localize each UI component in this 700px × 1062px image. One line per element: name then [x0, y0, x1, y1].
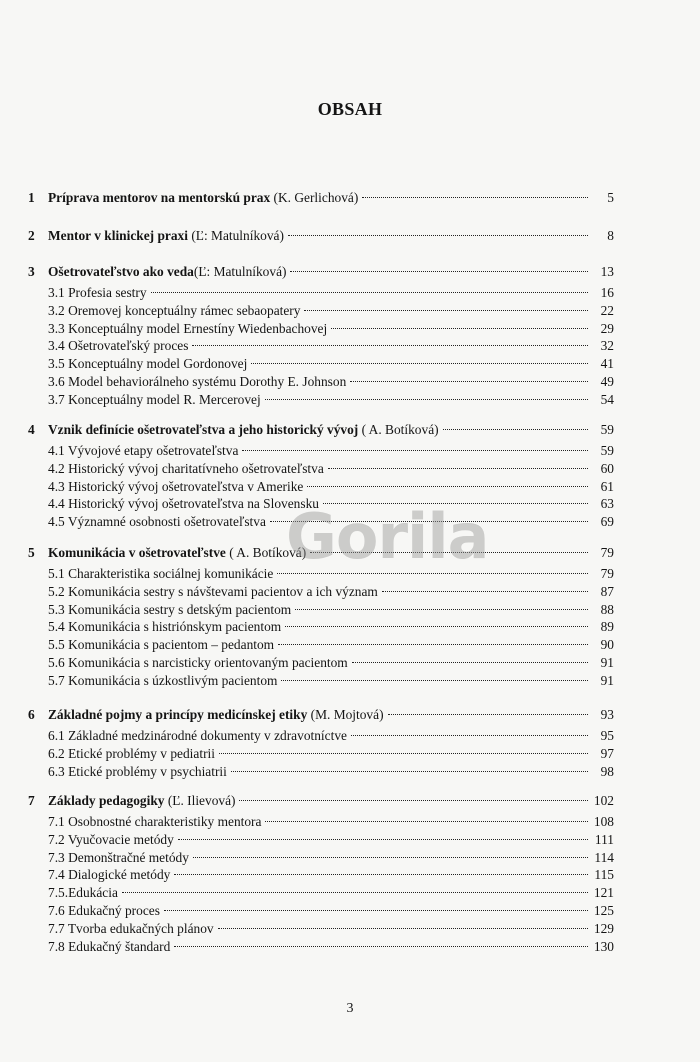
subsection-page: 115	[594, 867, 614, 883]
chapter-author: ( A. Botíková)	[225, 545, 307, 560]
subsection-page: 61	[600, 478, 614, 494]
toc-subsection	[48, 442, 614, 459]
subsection-title: 5.4 Komunikácia s histriónskym pacientom	[48, 619, 282, 635]
leader-dots	[178, 839, 588, 840]
chapter-number: 3	[28, 264, 35, 279]
chapter-page: 79	[600, 545, 614, 560]
toc-subsection	[48, 866, 614, 883]
leader-dots	[362, 197, 588, 198]
subsection-page: 22	[600, 302, 614, 318]
toc-subsection	[48, 636, 614, 653]
subsection-page: 108	[593, 814, 614, 829]
toc-subsection	[48, 373, 614, 390]
subsection-page: 79	[600, 566, 614, 581]
toc-subsection	[48, 478, 614, 495]
chapter-author: (Ľ: Matulníková)	[193, 264, 287, 279]
subsection-title: 4.4 Historický vývoj ošetrovateľstva na Slovensku	[48, 496, 319, 512]
leader-dots	[265, 399, 588, 400]
leader-dots	[281, 680, 588, 681]
page-title: OBSAH	[317, 99, 383, 119]
chapter-title-bold: Základné pojmy a princípy medicínskej etiky	[48, 707, 308, 722]
toc-subsection	[48, 813, 614, 830]
leader-dots	[278, 644, 588, 645]
leader-dots	[242, 450, 588, 451]
subsection-page: 97	[600, 745, 614, 761]
subsection-page: 63	[600, 496, 614, 512]
leader-dots	[352, 662, 588, 663]
subsection-title: 5.3 Komunikácia sestry s detským pacientom	[48, 601, 292, 617]
subsection-page: 130	[593, 938, 614, 954]
leader-dots	[251, 363, 588, 364]
chapter-title	[48, 227, 284, 244]
subsection-page: 91	[600, 672, 614, 688]
toc-subsection	[48, 391, 614, 408]
toc-subsection	[48, 337, 614, 354]
subsection-page: 54	[600, 391, 614, 407]
leader-dots	[219, 753, 588, 754]
leader-dots	[193, 857, 588, 858]
chapter-author: (Ľ: Matulníková)	[187, 228, 284, 243]
subsection-page: 89	[600, 619, 614, 635]
subsection-page: 59	[600, 443, 614, 458]
subsection-title: 3.7 Konceptuálny model R. Mercerovej	[48, 391, 261, 407]
subsection-title: 7.8 Edukačný štandard	[48, 938, 171, 954]
subsection-title: 6.3 Etické problémy v psychiatrii	[48, 763, 227, 779]
chapter-title-bold: Základy pedagogiky	[48, 793, 165, 808]
chapter-author: ( A. Botíková)	[358, 422, 439, 437]
chapter-number: 1	[28, 190, 35, 205]
watermark-logo: Gorila	[286, 500, 489, 573]
toc-subsection	[48, 831, 614, 848]
chapter-title-bold: Vznik definície ošetrovateľstva a jeho historický vývoj	[48, 422, 359, 437]
subsection-page: 114	[594, 849, 614, 865]
subsection-title: 4.3 Historický vývoj ošetrovateľstva v Amerike	[48, 478, 304, 494]
subsection-page: 95	[600, 728, 614, 743]
subsection-title: 7.1 Osobnostné charakteristiky mentora	[48, 814, 262, 829]
toc-subsection	[48, 618, 614, 635]
leader-dots	[290, 271, 588, 272]
subsection-page: 111	[594, 831, 614, 847]
toc-subsection	[48, 938, 614, 955]
chapter-author: (Ľ. Ilievová)	[164, 793, 236, 808]
toc-chapter-1	[28, 189, 614, 206]
leader-dots	[218, 928, 588, 929]
subsection-page: 87	[600, 583, 614, 599]
leader-dots	[328, 468, 588, 469]
chapter-title	[48, 544, 306, 561]
leader-dots	[295, 609, 588, 610]
chapter-title-bold: Ošetrovateľstvo ako veda	[48, 264, 194, 279]
subsection-title: 7.3 Demonštračné metódy	[48, 849, 189, 865]
subsection-title: 5.6 Komunikácia s narcisticky orientovaným pacientom	[48, 655, 348, 670]
toc-subsection	[48, 302, 614, 319]
toc-chapter-3	[28, 263, 614, 280]
leader-dots	[239, 800, 588, 801]
leader-dots	[307, 486, 588, 487]
chapter-title-bold: Príprava mentorov na mentorskú prax	[48, 190, 271, 205]
leader-dots	[288, 235, 588, 236]
subsection-page: 88	[600, 601, 614, 617]
toc-chapter-7	[28, 792, 614, 809]
leader-dots	[174, 874, 588, 875]
toc-chapter-2	[28, 227, 614, 244]
chapter-number: 6	[28, 707, 35, 722]
leader-dots	[285, 626, 588, 627]
leader-dots	[443, 429, 588, 430]
chapter-title	[48, 706, 384, 723]
chapter-number: 2	[28, 228, 35, 243]
subsection-page: 121	[593, 885, 614, 901]
leader-dots	[350, 381, 588, 382]
chapter-page: 8	[607, 228, 614, 243]
toc-subsection	[48, 902, 614, 919]
subsection-title: 7.4 Dialogické metódy	[48, 867, 171, 883]
toc-subsection	[48, 763, 614, 780]
subsection-title: 7.7 Tvorba edukačných plánov	[48, 920, 214, 936]
subsection-title: 7.6 Edukačný proces	[48, 903, 160, 918]
chapter-page: 93	[600, 707, 614, 722]
toc-chapter-4	[28, 421, 614, 438]
chapter-title	[48, 189, 358, 206]
subsection-title: 5.7 Komunikácia s úzkostlivým pacientom	[48, 672, 278, 688]
toc-chapter-6	[28, 706, 614, 723]
subsection-title: 6.2 Etické problémy v pediatrii	[48, 745, 215, 761]
subsection-title: 4.1 Vývojové etapy ošetrovateľstva	[48, 443, 239, 458]
subsection-page: 125	[593, 903, 614, 918]
subsection-page: 69	[600, 514, 614, 530]
subsection-title: 3.4 Ošetrovateľský proces	[48, 338, 189, 354]
toc-subsection	[48, 727, 614, 744]
toc-subsection	[48, 654, 614, 671]
leader-dots	[231, 771, 588, 772]
subsection-title: 3.6 Model behaviorálneho systému Dorothy E. Johnson	[48, 374, 347, 389]
chapter-page: 102	[593, 793, 614, 808]
chapter-title	[48, 263, 286, 280]
chapter-number: 7	[28, 793, 35, 808]
chapter-title	[48, 792, 235, 809]
subsection-title: 3.5 Konceptuálny model Gordonovej	[48, 356, 248, 372]
subsection-page: 16	[600, 285, 614, 300]
leader-dots	[151, 292, 588, 293]
toc-subsection	[48, 583, 614, 600]
chapter-author: (M. Mojtová)	[307, 707, 384, 722]
leader-dots	[277, 573, 588, 574]
subsection-page: 129	[593, 920, 614, 936]
subsection-page: 91	[600, 655, 614, 670]
toc-subsection	[48, 884, 614, 901]
leader-dots	[164, 910, 588, 911]
toc-subsection	[48, 745, 614, 762]
toc-subsection	[48, 460, 614, 477]
subsection-page: 29	[600, 320, 614, 336]
page-number: 3	[346, 1001, 354, 1016]
leader-dots	[382, 591, 588, 592]
toc-subsection	[48, 355, 614, 372]
leader-dots	[265, 821, 588, 822]
subsection-title: 5.2 Komunikácia sestry s návštevami pacientov a ich význam	[48, 583, 378, 599]
toc-subsection	[48, 849, 614, 866]
chapter-page: 13	[600, 264, 614, 279]
chapter-number: 5	[28, 545, 35, 560]
chapter-number: 4	[28, 422, 35, 437]
leader-dots	[174, 946, 588, 947]
subsection-title: 3.1 Profesia sestry	[48, 285, 147, 300]
toc-subsection	[48, 601, 614, 618]
leader-dots	[192, 345, 588, 346]
subsection-page: 49	[600, 374, 614, 389]
chapter-title-bold: Mentor v klinickej praxi	[48, 228, 188, 243]
chapter-page: 59	[600, 422, 614, 437]
subsection-page: 60	[600, 460, 614, 476]
subsection-title: 5.1 Charakteristika sociálnej komunikácie	[48, 566, 274, 581]
subsection-page: 98	[600, 763, 614, 779]
toc-subsection	[48, 920, 614, 937]
toc-subsection	[48, 284, 614, 301]
subsection-title: 4.5 Významné osobnosti ošetrovateľstva	[48, 514, 266, 530]
subsection-page: 41	[600, 356, 614, 372]
toc-subsection	[48, 672, 614, 689]
leader-dots	[304, 310, 588, 311]
subsection-title: 7.2 Vyučovacie metódy	[48, 831, 174, 847]
subsection-page: 32	[600, 338, 614, 354]
subsection-title: 3.3 Konceptuálny model Ernestíny Wiedenbachovej	[48, 320, 328, 336]
chapter-title-bold: Komunikácia v ošetrovateľstve	[48, 545, 226, 560]
subsection-title: 4.2 Historický vývoj charitatívneho ošetrovateľstva	[48, 460, 324, 476]
leader-dots	[388, 714, 588, 715]
leader-dots	[331, 328, 588, 329]
toc-subsection	[48, 320, 614, 337]
leader-dots	[122, 892, 588, 893]
subsection-title: 7.5.Edukácia	[48, 885, 118, 901]
chapter-page: 5	[607, 190, 614, 205]
leader-dots	[351, 735, 588, 736]
subsection-page: 90	[600, 637, 614, 653]
subsection-title: 6.1 Základné medzinárodné dokumenty v zdravotníctve	[48, 728, 347, 743]
subsection-title: 3.2 Oremovej konceptuálny rámec sebaopatery	[48, 302, 301, 318]
subsection-title: 5.5 Komunikácia s pacientom – pedantom	[48, 637, 275, 653]
chapter-author: (K. Gerlichová)	[270, 190, 359, 205]
chapter-title	[48, 421, 439, 438]
